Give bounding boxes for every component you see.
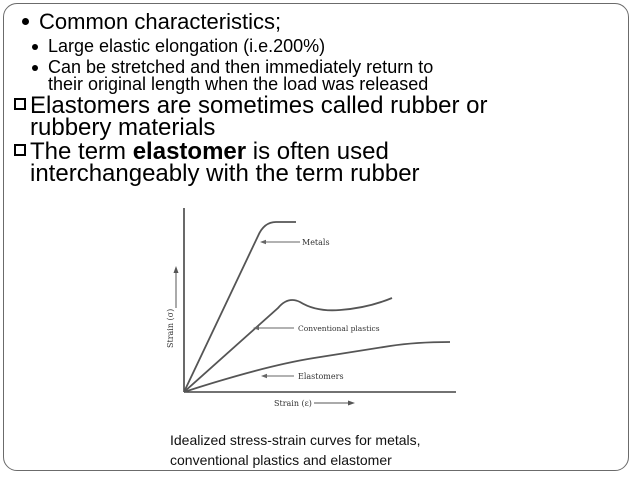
bullet-text-line1: Elastomers are sometimes called rubber or <box>30 92 488 119</box>
y-axis-label: Strain (σ) <box>166 308 175 348</box>
caption-line1: Idealized stress-strain curves for metals, <box>170 432 421 448</box>
bullet-list <box>14 10 614 185</box>
checkbox-square-icon <box>14 144 26 156</box>
leader-arrowhead <box>261 374 267 378</box>
bullet-dot-icon <box>32 44 38 50</box>
series-label-conventional-plastics: Conventional plastics <box>298 324 380 333</box>
checkbox-square-icon <box>14 98 26 110</box>
slide <box>3 3 629 471</box>
sub-bullet-stretch <box>24 59 614 93</box>
curve-conventional-plastics <box>184 298 392 392</box>
bullet-text-before: The term <box>30 138 133 165</box>
sub-bullet-text-line1: Can be stretched and then immediately return to <box>48 57 434 77</box>
checkbox-bullet-elastomers <box>14 92 614 141</box>
x-label-arrowhead <box>348 401 355 406</box>
y-label-arrowhead <box>174 266 179 273</box>
bold-term-elastomer: elastomer <box>132 138 247 165</box>
checkbox-bullet-term <box>14 138 614 187</box>
bullet-dot-icon <box>22 18 29 25</box>
bullet-text: Common characteristics; <box>39 9 282 34</box>
bullet-text-line2: rubbery materials <box>30 114 216 141</box>
sub-bullet-text-line2: their original length when the load was released <box>48 74 429 94</box>
curve-elastomers <box>184 342 450 392</box>
sub-bullet-text: Large elastic elongation (i.e.200%) <box>48 36 326 56</box>
series-label-metals: Metals <box>302 238 330 247</box>
x-axis-label: Strain (ε) <box>274 399 312 408</box>
series-label-elastomers: Elastomers <box>298 372 344 381</box>
bullet-common-characteristics <box>14 10 614 33</box>
sub-bullet-elongation <box>24 38 614 55</box>
bullet-dot-icon <box>32 65 38 71</box>
figure-caption <box>170 430 421 470</box>
bullet-text-after: is often used <box>246 138 389 165</box>
leader-arrowhead <box>260 240 266 244</box>
stress-strain-chart <box>164 200 464 422</box>
bullet-text-line2: interchangeably with the term rubber <box>30 160 420 187</box>
caption-line2: conventional plastics and elastomer <box>170 452 392 468</box>
